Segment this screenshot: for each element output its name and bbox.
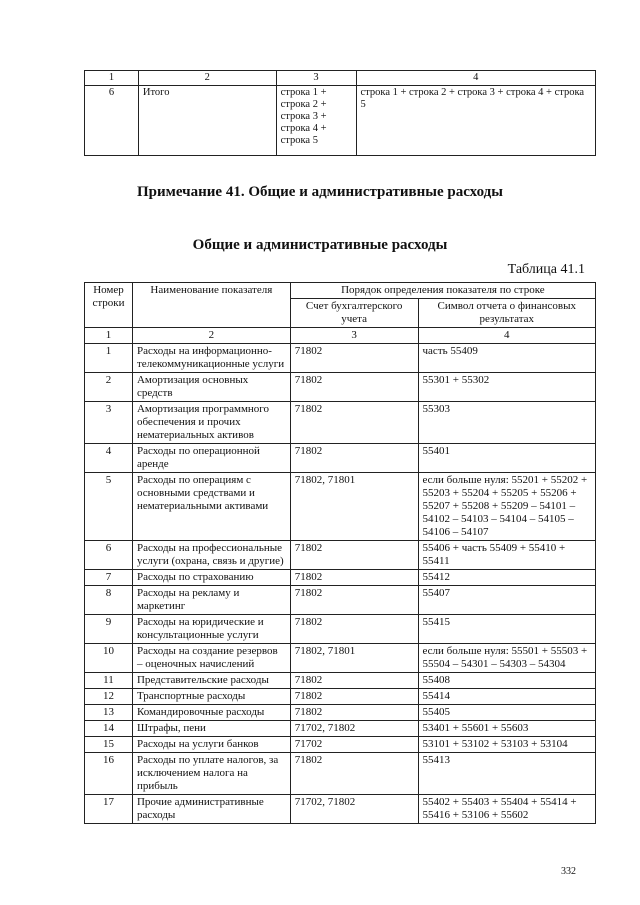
row-account: 71802 — [290, 615, 418, 644]
row-account: 71802 — [290, 689, 418, 705]
table-row — [85, 644, 596, 673]
table-row — [85, 721, 596, 737]
row-name: Расходы на информационно-телекоммуникационные услуги — [132, 344, 290, 373]
row-name: Расходы по операционной аренде — [132, 444, 290, 473]
row-symbol: строка 1 + строка 2 + строка 3 + строка 4 + строка 5 — [356, 86, 596, 156]
row-account: 71802, 71801 — [290, 644, 418, 673]
row-name: Расходы на услуги банков — [132, 737, 290, 753]
col-account-header: Счет бухгалтерского учета — [290, 299, 418, 328]
row-symbol: 55301 + 55302 — [418, 373, 595, 402]
row-name: Итого — [138, 86, 276, 156]
row-symbol: 55407 — [418, 586, 595, 615]
row-name: Расходы по операциям с основными средствами и нематериальными активами — [132, 473, 290, 541]
row-symbol: если больше нуля: 55501 + 55503 + 55504 – 54301 – 54303 – 54304 — [418, 644, 595, 673]
row-name: Прочие административные расходы — [132, 795, 290, 824]
row-number: 16 — [85, 753, 133, 795]
page-number: 332 — [561, 866, 576, 877]
table-row — [85, 615, 596, 644]
row-number: 8 — [85, 586, 133, 615]
top-table-index-row — [85, 71, 596, 86]
row-name: Расходы по страхованию — [132, 570, 290, 586]
row-account: 71702, 71802 — [290, 795, 418, 824]
col-symbol-header: Символ отчета о финансовых результатах — [418, 299, 595, 328]
row-number: 11 — [85, 673, 133, 689]
row-account: 71802 — [290, 444, 418, 473]
index-cell: 2 — [132, 328, 290, 344]
row-number: 13 — [85, 705, 133, 721]
index-cell: 3 — [290, 328, 418, 344]
row-number: 1 — [85, 344, 133, 373]
table-index-row — [85, 328, 596, 344]
row-symbol: 55405 — [418, 705, 595, 721]
table-label: Таблица 41.1 — [507, 262, 585, 277]
note-heading: Примечание 41. Общие и административные расходы — [137, 184, 503, 200]
expenses-table — [84, 282, 596, 824]
table-row — [85, 344, 596, 373]
table-row — [85, 402, 596, 444]
top-table-fragment — [84, 70, 596, 156]
row-number: 12 — [85, 689, 133, 705]
row-account: строка 1 + строка 2 + строка 3 + строка 4 + строка 5 — [276, 86, 356, 156]
top-table-total-row — [85, 86, 596, 156]
row-symbol: 55402 + 55403 + 55404 + 55414 + 55416 + 53106 + 55602 — [418, 795, 595, 824]
row-symbol: часть 55409 — [418, 344, 595, 373]
row-account: 71802 — [290, 705, 418, 721]
row-symbol: 53401 + 55601 + 55603 — [418, 721, 595, 737]
row-symbol: 55303 — [418, 402, 595, 444]
row-account: 71802, 71801 — [290, 473, 418, 541]
row-name: Штрафы, пени — [132, 721, 290, 737]
row-symbol: 53101 + 53102 + 53103 + 53104 — [418, 737, 595, 753]
row-number: 3 — [85, 402, 133, 444]
row-name: Амортизация основных средств — [132, 373, 290, 402]
row-account: 71802 — [290, 373, 418, 402]
index-cell: 1 — [85, 328, 133, 344]
table-row — [85, 586, 596, 615]
row-symbol: 55408 — [418, 673, 595, 689]
table-row — [85, 570, 596, 586]
row-name: Расходы на рекламу и маркетинг — [132, 586, 290, 615]
row-name: Расходы на создание резервов – оценочных начислений — [132, 644, 290, 673]
index-cell: 3 — [276, 71, 356, 86]
table-header-row — [85, 283, 596, 299]
row-name: Командировочные расходы — [132, 705, 290, 721]
row-account: 71802 — [290, 753, 418, 795]
row-symbol: если больше нуля: 55201 + 55202 + 55203 + 55204 + 55205 + 55206 + 55207 + 55208 + 55209 – 54101 – 54102 – 54103 – 54104 – 54105 – 54106 – 54107 — [418, 473, 595, 541]
row-number: 6 — [85, 541, 133, 570]
col-method-header: Порядок определения показателя по строке — [290, 283, 595, 299]
row-number: 7 — [85, 570, 133, 586]
table-row — [85, 689, 596, 705]
row-symbol: 55412 — [418, 570, 595, 586]
row-name: Расходы на профессиональные услуги (охрана, связь и другие) — [132, 541, 290, 570]
table-row — [85, 373, 596, 402]
row-name: Транспортные расходы — [132, 689, 290, 705]
row-name: Расходы на юридические и консультационные услуги — [132, 615, 290, 644]
row-account: 71702, 71802 — [290, 721, 418, 737]
row-account: 71802 — [290, 541, 418, 570]
row-name: Представительские расходы — [132, 673, 290, 689]
table-heading: Общие и административные расходы — [192, 237, 448, 253]
index-cell: 4 — [418, 328, 595, 344]
row-number: 2 — [85, 373, 133, 402]
row-symbol: 55401 — [418, 444, 595, 473]
col-name-header: Наименование показателя — [132, 283, 290, 328]
index-cell: 1 — [85, 71, 139, 86]
table-row — [85, 705, 596, 721]
table-row — [85, 541, 596, 570]
row-account: 71802 — [290, 344, 418, 373]
row-account: 71802 — [290, 673, 418, 689]
row-account: 71802 — [290, 570, 418, 586]
index-cell: 4 — [356, 71, 596, 86]
col-number-header: Номер строки — [85, 283, 133, 328]
row-symbol: 55415 — [418, 615, 595, 644]
row-account: 71802 — [290, 402, 418, 444]
row-account: 71702 — [290, 737, 418, 753]
row-number: 17 — [85, 795, 133, 824]
table-row — [85, 753, 596, 795]
row-number: 10 — [85, 644, 133, 673]
row-number: 9 — [85, 615, 133, 644]
row-name: Амортизация программного обеспечения и прочих нематериальных активов — [132, 402, 290, 444]
table-row — [85, 473, 596, 541]
row-symbol: 55414 — [418, 689, 595, 705]
table-row — [85, 795, 596, 824]
row-number: 6 — [85, 86, 139, 156]
row-symbol: 55406 + часть 55409 + 55410 + 55411 — [418, 541, 595, 570]
row-number: 4 — [85, 444, 133, 473]
table-row — [85, 444, 596, 473]
table-row — [85, 737, 596, 753]
row-symbol: 55413 — [418, 753, 595, 795]
table-row — [85, 673, 596, 689]
row-number: 15 — [85, 737, 133, 753]
row-number: 5 — [85, 473, 133, 541]
row-account: 71802 — [290, 586, 418, 615]
row-name: Расходы по уплате налогов, за исключением налога на прибыль — [132, 753, 290, 795]
index-cell: 2 — [138, 71, 276, 86]
row-number: 14 — [85, 721, 133, 737]
